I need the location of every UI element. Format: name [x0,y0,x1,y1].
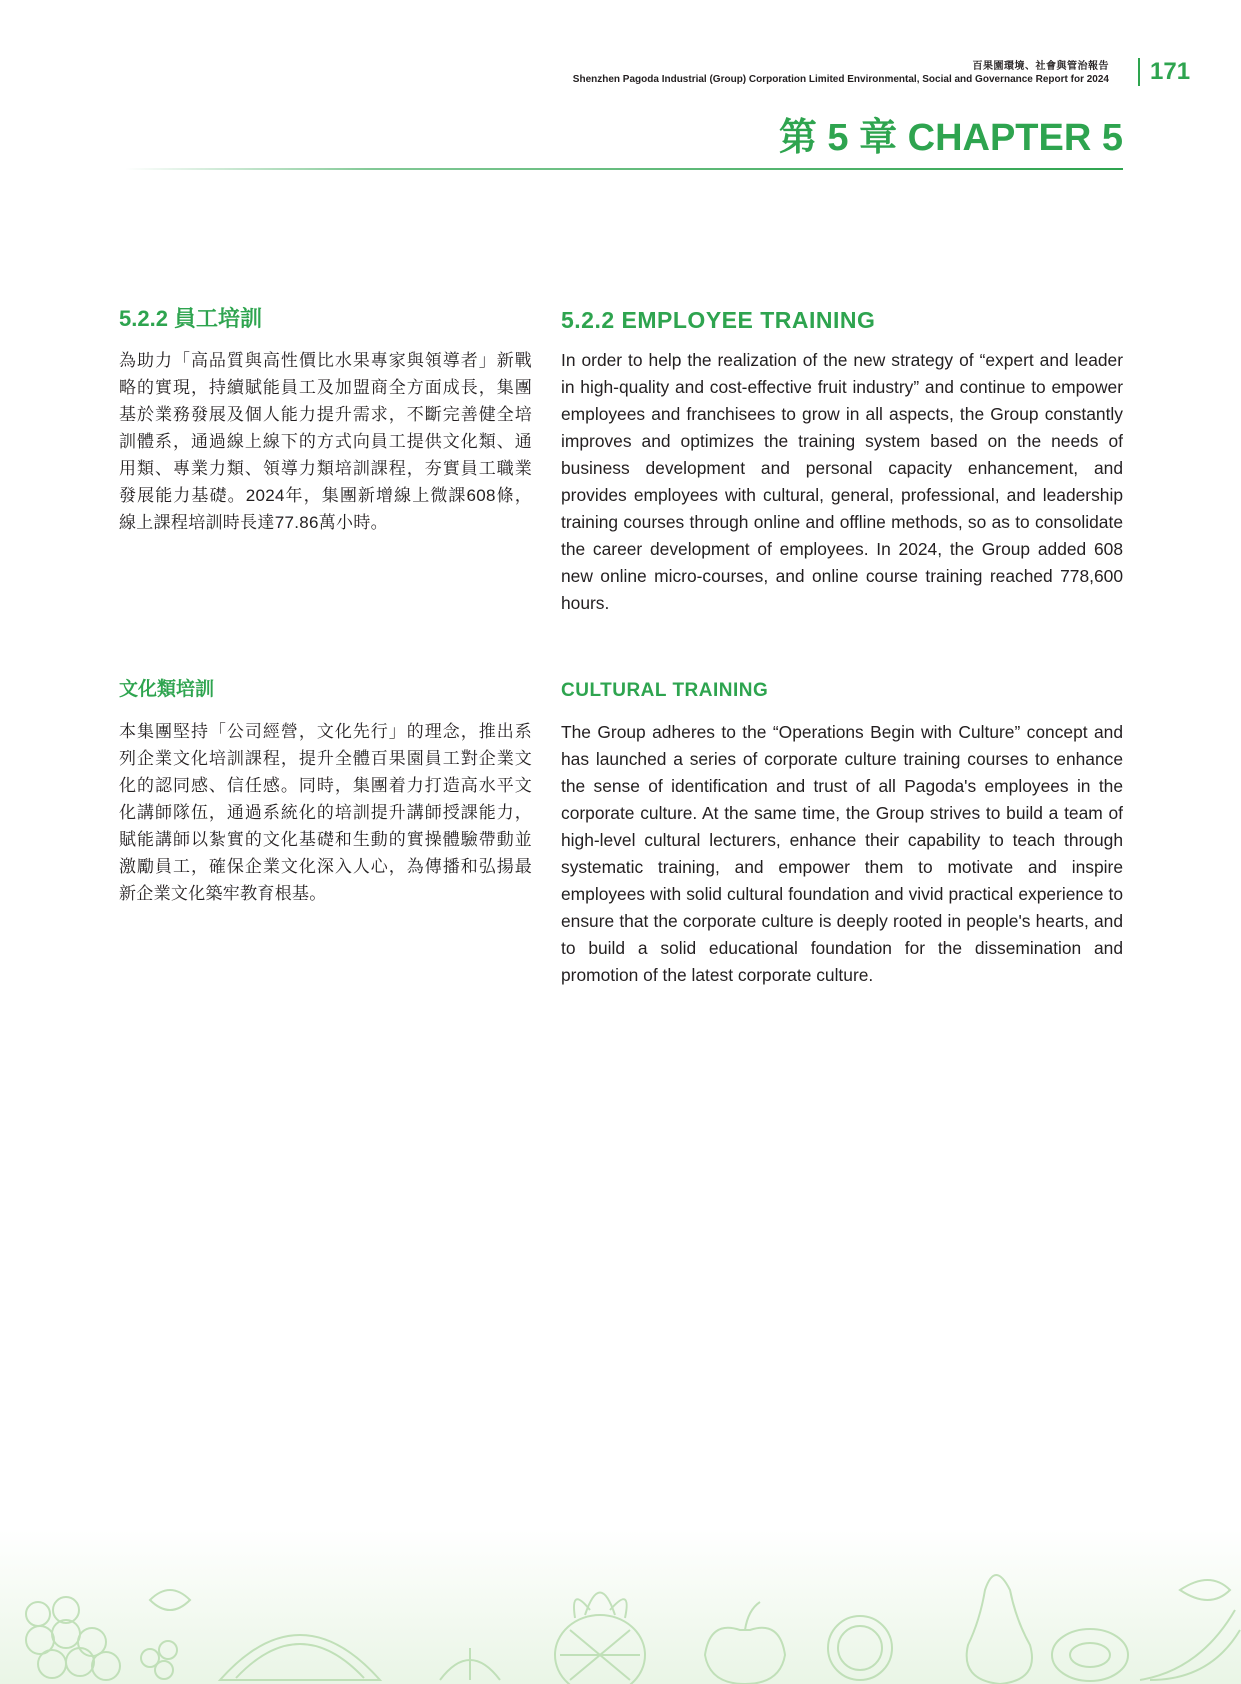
section-heading-en: 5.2.2 EMPLOYEE TRAINING [561,307,876,333]
subsection-paragraph-en: The Group adheres to the “Operations Begin with Culture” concept and has launched a series of corporate culture training courses to enhance the sense of identification and trust of all Pagoda's employees in the corporate culture. At the same time, the Group strives to build a team of high-level cultural lecturers, enhance their capability to teach through systematic training, and empower them to motivate and inspire employees with solid cultural foundation and vivid practical experience to ensure that the corporate culture is deeply rooted in people's hearts, and to build a solid educational foundation for the dissemination and promotion of the latest corporate culture. [561,722,1123,985]
section-paragraph-zh: 為助力「高品質與高性價比水果專家與領導者」新戰略的實現，持續賦能員工及加盟商全方面成長，集團基於業務發展及個人能力提升需求，不斷完善健全培訓體系，通過線上線下的方式向員工提供文化類、通用類、專業力類、領導力類培訓課程，夯實員工職業發展能力基礎。2024年，集團新增線上微課608條，線上課程培訓時長達77.86萬小時。 [119,351,532,532]
section-zh [119,304,532,536]
chapter-title: 第 5 章 CHAPTER 5 [778,117,1123,159]
page-number: 171 [1150,58,1191,85]
report-title-zh: 百果園環境、社會與管治報告 [972,61,1109,72]
section-en [561,305,1123,617]
report-title-en: Shenzhen Pagoda Industrial (Group) Corporation Limited Environmental, Social and Governance Report for 2024 [572,74,1109,85]
chapter-rule [125,168,1123,170]
subsection-en [561,678,1123,989]
subsection-zh [119,677,532,907]
section-paragraph-en: In order to help the realization of the new strategy of “expert and leader in high-quality and cost-effective fruit industry” and continue to empower employees and franchisees to grow in all aspects, the Group constantly improves and optimizes the training system based on the needs of business development and personal capacity enhancement, and provides employees with cultural, general, professional, and leadership training courses through online and offline methods, so as to consolidate the career development of employees. In 2024, the Group added 608 new online micro-courses, and online course training reached 778,600 hours. [561,350,1123,613]
header-divider [1138,58,1140,86]
fruit-illustration-icon [0,1530,1241,1684]
running-header [573,60,1109,86]
subsection-heading-zh: 文化類培訓 [119,679,215,700]
section-heading-zh: 5.2.2 員工培訓 [119,306,263,331]
subsection-paragraph-zh: 本集團堅持「公司經營，文化先行」的理念，推出系列企業文化培訓課程，提升全體百果園員工對企業文化的認同感、信任感。同時，集團着力打造高水平文化講師隊伍，通過系統化的培訓提升講師授課能力，賦能講師以紮實的文化基礎和生動的實操體驗帶動並激勵員工，確保企業文化深入人心，為傳播和弘揚最新企業文化築牢教育根基。 [119,722,532,903]
subsection-heading-en: CULTURAL TRAINING [561,680,769,701]
